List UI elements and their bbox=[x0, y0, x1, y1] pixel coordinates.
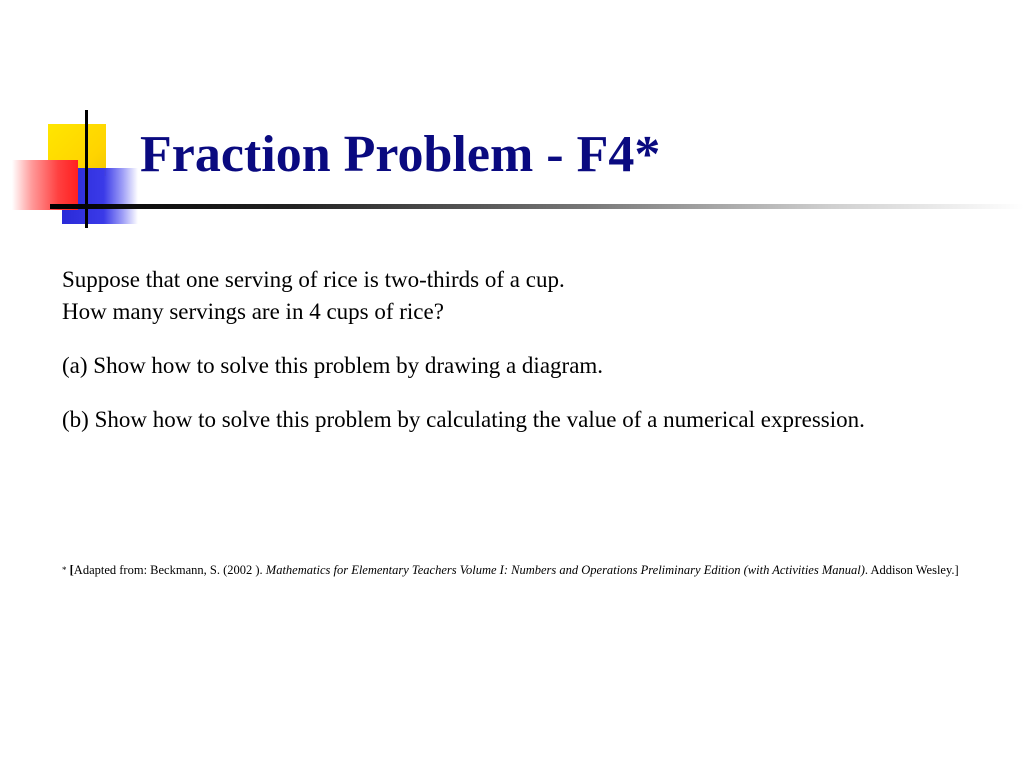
citation-book-title: Mathematics for Elementary Teachers Volume I: Numbers and Operations Preliminary Edition (with Activities Manual) bbox=[265, 563, 865, 577]
logo-red-square bbox=[12, 160, 78, 210]
title-underline bbox=[50, 204, 1024, 209]
citation bbox=[62, 562, 992, 578]
problem-part-a: (a) Show how to solve this problem by drawing a diagram. bbox=[62, 353, 604, 378]
problem-part-b: (b) Show how to solve this problem by calculating the value of a numerical expression. bbox=[62, 407, 865, 432]
slide-title: Fraction Problem - F4* bbox=[140, 126, 661, 183]
logo-vertical-line bbox=[85, 110, 88, 228]
problem-line-2: How many servings are in 4 cups of rice? bbox=[62, 299, 444, 324]
problem-line-1: Suppose that one serving of rice is two-thirds of a cup. bbox=[62, 267, 565, 292]
citation-open-bracket: [ bbox=[69, 563, 74, 577]
slide-body bbox=[62, 264, 962, 436]
citation-suffix: . Addison Wesley.] bbox=[864, 563, 959, 577]
citation-prefix: Adapted from: Beckmann, S. (2002 ). bbox=[73, 563, 266, 577]
citation-star: * bbox=[62, 565, 67, 575]
